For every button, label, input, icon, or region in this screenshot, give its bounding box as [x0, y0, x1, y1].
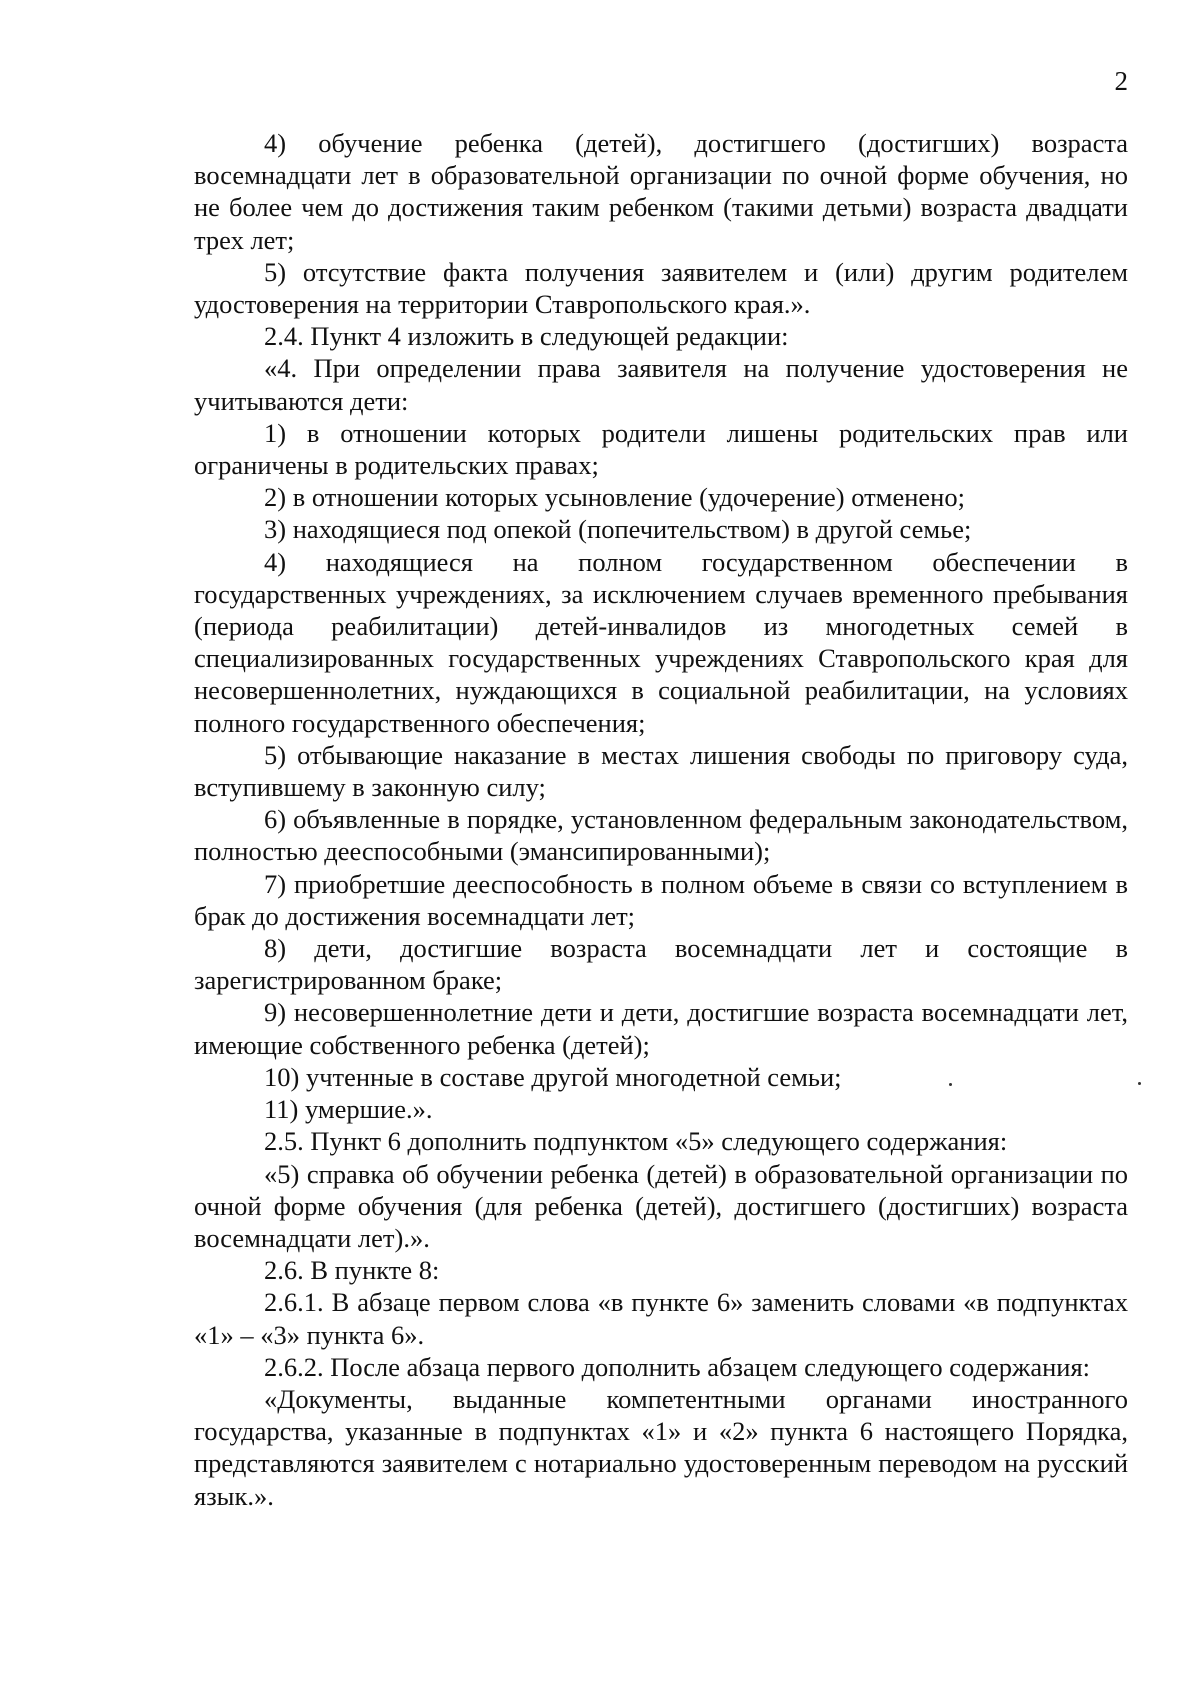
paragraph-2-6-heading: 2.6. В пункте 8: [264, 1255, 440, 1286]
paragraph-foreign-documents: «Документы, выданные компетентными органами иностранного государства, указанные в подпунктах «1» и «2» пункта 6 настоящего Порядка, представляются заявителем с нотариально удостоверенным переводом на русский язык.». [194, 1383, 1128, 1511]
paragraph-2-5-subitem-5: «5) справка об обучении ребенка (детей) в образовательной организации по очной форме обучения (для ребенка (детей), достигшего (достигших) возраста восемнадцати лет).». [194, 1158, 1128, 1253]
paragraph-clause-4-item-10: 10) учтенные в составе другой многодетной семьи; [264, 1061, 842, 1092]
paragraph-clause-4-item-7: 7) приобретшие дееспособность в полном объеме в связи со вступлением в брак до достижения восемнадцати лет; [194, 868, 1128, 931]
paragraph-clause-4-item-9: 9) несовершеннолетние дети и дети, достигшие возраста восемнадцати лет, имеющие собственного ребенка (детей); [194, 997, 1128, 1060]
paragraph-item-5-no-certificate: 5) отсутствие факта получения заявителем и (или) другим родителем удостоверения на территории Ставропольского края.». [194, 256, 1128, 320]
paragraph-clause-4-item-1: 1) в отношении которых родители лишены родительских прав или ограничены в родительских правах; [194, 417, 1128, 481]
paragraph-2-6-1: 2.6.1. В абзаце первом слова «в пункте 6» заменить словами «в подпунктах «1» – «3» пункта 6». [194, 1287, 1128, 1350]
document-body [194, 127, 1128, 1512]
paragraph-2-6-2: 2.6.2. После абзаца первого дополнить абзацем следующего содержания: [264, 1351, 1090, 1382]
paragraph-clause-4-item-4: 4) находящиеся на полном государственном обеспечении в государственных учреждениях, за исключением случаев временного пребывания (периода реабилитации) детей-инвалидов из многодетных семей в специализированных государственных учреждениях Ставропольского края для несовершеннолетних, нуждающихся в социальной реабилитации, на условиях полного государственного обеспечения; [194, 546, 1128, 738]
paragraph-2-5-heading: 2.5. Пункт 6 дополнить подпунктом «5» следующего содержания: [264, 1126, 1008, 1157]
paragraph-clause-4-item-5: 5) отбывающие наказание в местах лишения свободы по приговору суда, вступившему в законную силу; [194, 739, 1128, 803]
paragraph-clause-4-item-3: 3) находящиеся под опекой (попечительством) в другой семье; [264, 514, 972, 545]
page-number: 2 [1114, 66, 1128, 96]
scan-speck [949, 1083, 952, 1086]
scan-speck [1138, 1082, 1141, 1085]
paragraph-clause-4-item-6: 6) объявленные в порядке, установленном федеральным законодательством, полностью дееспособными (эмансипированными); [194, 804, 1128, 867]
paragraph-clause-4-intro: «4. При определении права заявителя на получение удостоверения не учитываются дети: [194, 353, 1128, 416]
paragraph-clause-4-item-8: 8) дети, достигшие возраста восемнадцати лет и состоящие в зарегистрированном браке; [194, 933, 1128, 996]
paragraph-clause-4-item-2: 2) в отношении которых усыновление (удочерение) отменено; [264, 482, 965, 513]
paragraph-2-4-heading: 2.4. Пункт 4 изложить в следующей редакции: [264, 321, 789, 352]
paragraph-clause-4-item-11: 11) умершие.». [264, 1094, 433, 1125]
paragraph-item-4-education: 4) обучение ребенка (детей), достигшего (достигших) возраста восемнадцати лет в образовательной организации по очной форме обучения, но не более чем до достижения таким ребенком (такими детьми) возраста двадцати трех лет; [194, 128, 1128, 255]
